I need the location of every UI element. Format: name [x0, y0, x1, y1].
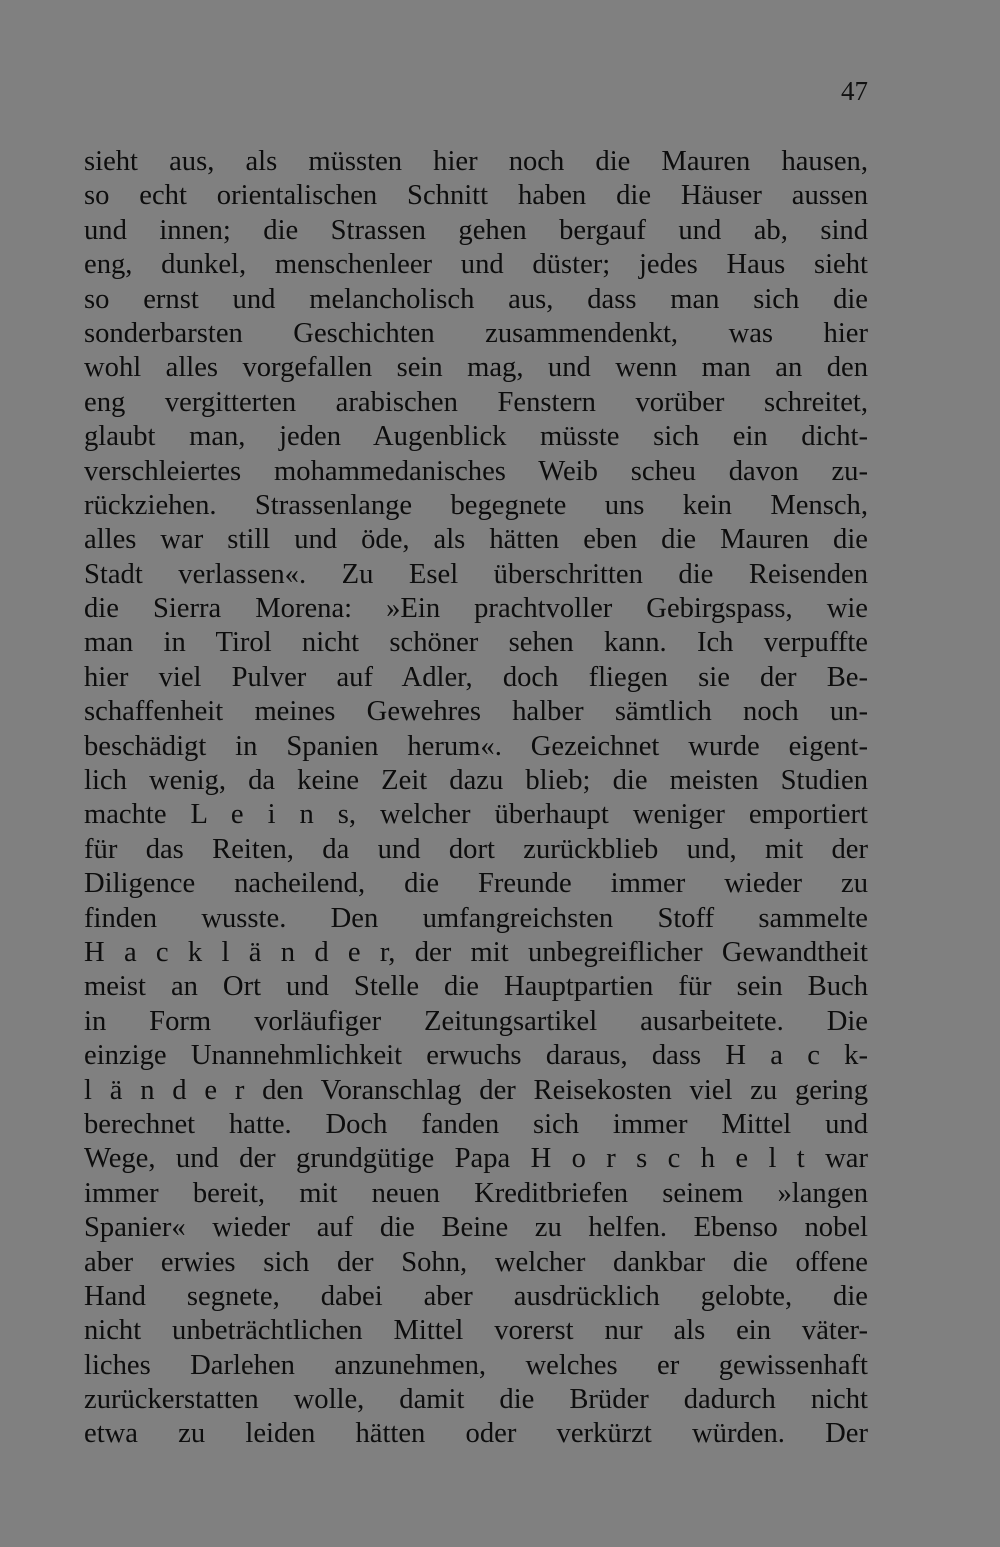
text-line: eng vergitterten arabischen Fenstern vorüber schreitet,	[84, 386, 868, 418]
text-line: wohl alles vorgefallen sein mag, und wenn man an den	[84, 352, 868, 384]
text-line: etwa zu leiden hätten oder verkürzt würden. Der	[84, 1418, 868, 1450]
text-line: lich wenig, da keine Zeit dazu blieb; die meisten Studien	[84, 765, 868, 797]
text-line: und innen; die Strassen gehen bergauf und ab, sind	[84, 214, 868, 246]
text-line: man in Tirol nicht schöner sehen kann. Ich verpuffte	[84, 627, 868, 659]
text-line: beschädigt in Spanien herum«. Gezeichnet wurde eigent-	[84, 730, 868, 762]
text-line: finden wusste. Den umfangreichsten Stoff sammelte	[84, 902, 868, 934]
text-line: sieht aus, als müssten hier noch die Mauren hausen,	[84, 146, 868, 177]
text-line: hier viel Pulver auf Adler, doch fliegen sie der Be-	[84, 661, 868, 693]
text-line: H a c k l ä n d e r, der mit unbegreiflicher Gewandtheit	[84, 936, 868, 968]
text-line: Stadt verlassen«. Zu Esel überschritten die Reisenden	[84, 558, 868, 590]
text-line: einzige Unannehmlichkeit erwuchs daraus, dass H a c k-	[84, 1040, 868, 1072]
text-line: berechnet hatte. Doch fanden sich immer Mittel und	[84, 1108, 868, 1140]
text-line: glaubt man, jeden Augenblick müsste sich ein dicht-	[84, 421, 868, 453]
text-line: immer bereit, mit neuen Kreditbriefen seinem »langen	[84, 1177, 868, 1209]
text-line: liches Darlehen anzunehmen, welches er gewissenhaft	[84, 1349, 868, 1381]
text-line: aber erwies sich der Sohn, welcher dankbar die offene	[84, 1246, 868, 1278]
page-number: 47	[841, 76, 868, 106]
text-line: so echt orientalischen Schnitt haben die Häuser aussen	[84, 180, 868, 212]
text-line: schaffenheit meines Gewehres halber sämtlich noch un-	[84, 696, 868, 728]
text-line: l ä n d e r den Voranschlag der Reisekosten viel zu gering	[84, 1074, 868, 1106]
text-line: die Sierra Morena: »Ein prachtvoller Gebirgspass, wie	[84, 593, 868, 625]
text-line: Spanier« wieder auf die Beine zu helfen. Ebenso nobel	[84, 1212, 868, 1244]
text-line: alles war still und öde, als hätten eben die Mauren die	[84, 524, 868, 556]
text-line: nicht unbeträchtlichen Mittel vorerst nur als ein väter-	[84, 1315, 868, 1347]
text-line: rückziehen. Strassenlange begegnete uns kein Mensch,	[84, 489, 868, 521]
text-line: zurückerstatten wolle, damit die Brüder dadurch nicht	[84, 1384, 868, 1416]
text-line: so ernst und melancholisch aus, dass man sich die	[84, 283, 868, 315]
text-line: machte L e i n s, welcher überhaupt weniger emportiert	[84, 799, 868, 831]
text-line: eng, dunkel, menschenleer und düster; jedes Haus sieht	[84, 249, 868, 281]
text-line: sonderbarsten Geschichten zusammendenkt, was hier	[84, 317, 868, 349]
text-line: verschleiertes mohammedanisches Weib scheu davon zu-	[84, 455, 868, 487]
text-line: Wege, und der grundgütige Papa H o r s c h e l t war	[84, 1143, 868, 1175]
text-line: für das Reiten, da und dort zurückblieb und, mit der	[84, 833, 868, 865]
body-text	[84, 145, 868, 1452]
text-line: in Form vorläufiger Zeitungsartikel ausarbeitete. Die	[84, 1005, 868, 1037]
text-line: Hand segnete, dabei aber ausdrücklich gelobte, die	[84, 1280, 868, 1312]
text-line: Diligence nacheilend, die Freunde immer wieder zu	[84, 868, 868, 900]
text-line: meist an Ort und Stelle die Hauptpartien für sein Buch	[84, 971, 868, 1003]
